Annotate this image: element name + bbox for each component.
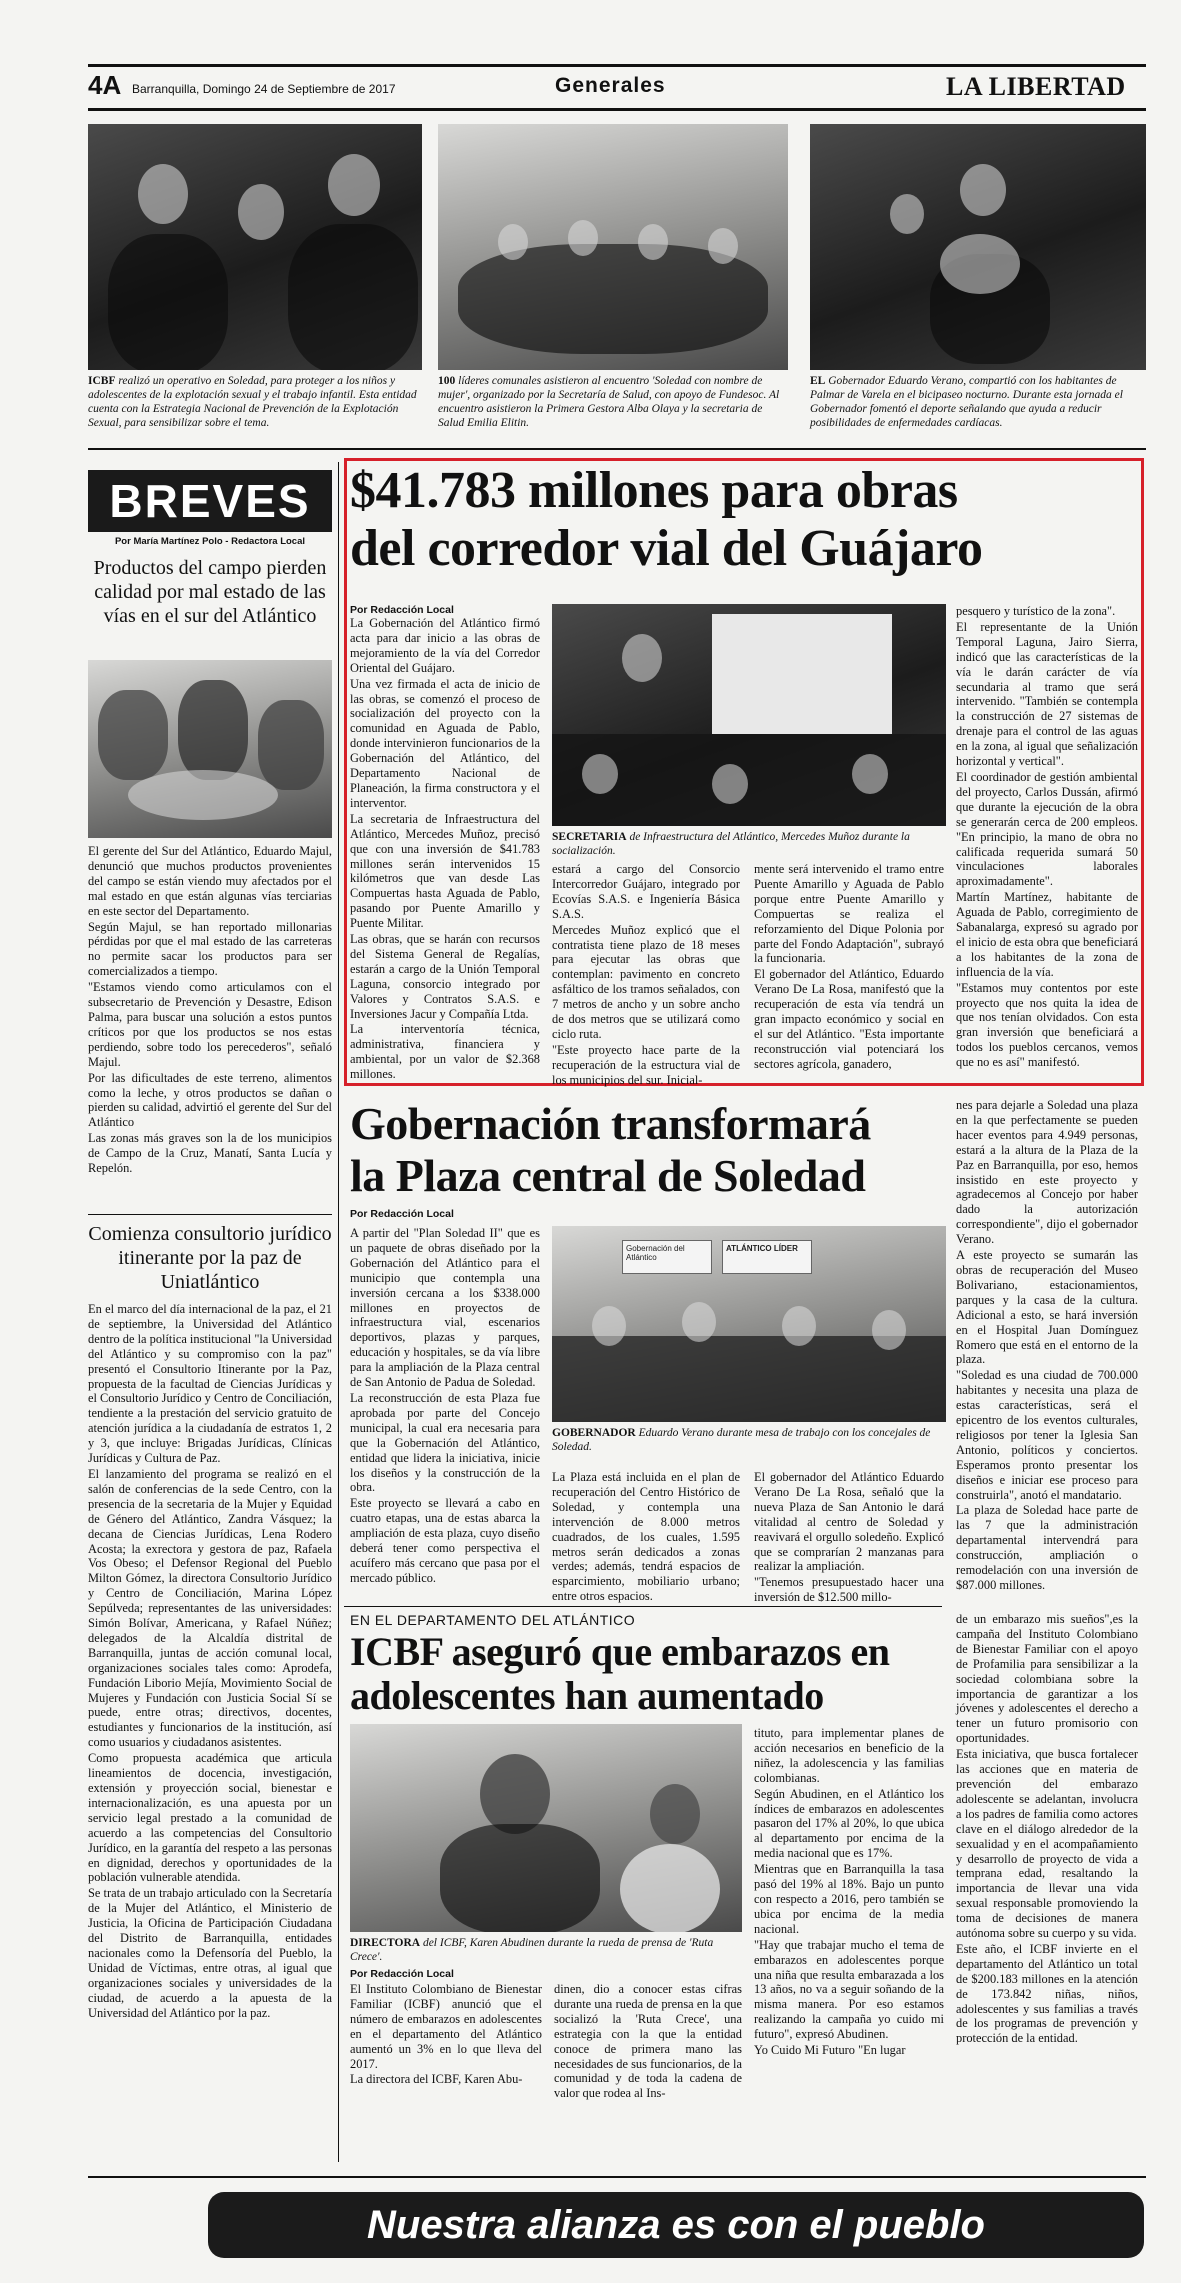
photo-sign-gobernacion: Gobernación del Atlántico: [622, 1240, 712, 1274]
article3-headline: ICBF aseguró que embarazos en adolescentes han aumentado: [350, 1629, 890, 1718]
photo-soledad-mujer: [438, 124, 788, 370]
photo-sign-atlantico-lider: ATLÁNTICO LÍDER: [722, 1240, 812, 1274]
photo-bicipaseo: [810, 124, 1146, 370]
breves-title: BREVES: [88, 470, 332, 532]
article2-col2: La Plaza está incluida en el plan de recuperación del Centro Histórico de Soledad, y contempla una intervención de 8.000 metros cuadrados, de los cuales, 1.595 metros serán dedicados a zonas verdes; además, tendrá espacios de esparcimiento, mobiliario urbano; entre otros espacios.: [552, 1470, 740, 1604]
article2-col1: A partir del "Plan Soledad II" que es un paquete de obras diseñado por la Gobernación del Atlántico para el municipio que contempla una inversión cercana a los $338.000 millones en proyectos de infraestructura vial, escenarios deportivos, plazas y parques, educación y hospitales, se da vía libre para la ampliación de la Plaza central de San Antonio de Padua de Soledad. La reconstrucción de esta Plaza fue aprobada por parte del Concejo municipal, la cual era necesaria para que la Gobernación del Atlántico, entidad que lidera la iniciativa, inicie los diseños y la construcción de la obra. Este proyecto se llevará a cabo en cuatro etapas, una de estas abarca la ampliación de esta plaza, cuyo diseño deberá tener como perspectiva el acuífero más cercano que pasa por el mercado público.: [350, 1226, 540, 1585]
banner-top-rule: [88, 2176, 1146, 2178]
breves-item2-headline: Comienza consultorio jurídico itinerante por la paz de Uniatlántico: [88, 1223, 332, 1293]
photo-caption-1: ICBF realizó un operativo en Soledad, para proteger a los niños y adolescentes de la explotación sexual y el trabajo infantil. Esta entidad cuenta con la Estrategia Nacional de Prevención de la Explotación Sexual, para sensibilizar sobre el tema.: [88, 375, 417, 429]
article2-photo-caption: GOBERNADOR Eduardo Verano durante mesa de trabajo con los concejales de Soledad.: [552, 1427, 931, 1453]
breves-item1-headline: Productos del campo pierden calidad por mal estado de las vías en el sur del Atlántico: [93, 557, 327, 627]
article3-col4: de un embarazo mis sueños",es la campaña del Instituto Colombiano de Bienestar Familiar con el apoyo de Profamilia para sensibilizar a la sociedad colombiana sobre la importancia de garantizar a los jóvenes y adolescentes el derecho a tener un futuro promisorio con oportunidades. Esta iniciativa, que busca fortalecer las acciones que en materia de prevención del embarazo adolescente se adelantan, involucra a los padres de familia como actores clave en el diálogo alrededor de la sexualidad y en el acompañamiento y desarrollo de proyecto de vida a temprana edad, resaltando la importancia de llevar una vida sexual responsable promoviendo la toma de decisiones de manera autónoma sobre su cuerpo y su vida. Este año, el ICBF invierte en el departamento del Atlántico un total de $200.183 millones en la atención de 173.842 niñas, niños, adolescentes y sus familias a través de los programas de prevención y protección de la entidad.: [956, 1612, 1138, 2046]
article1-byline: Por Redacción Local: [350, 604, 454, 616]
section-title: Generales: [555, 74, 666, 97]
photo-caption-3: EL Gobernador Eduardo Verano, compartió con los habitantes de Palmar de Varela en el bicipaseo nocturno. Durante esta jornada el Gobernador fomentó el deporte señalando que ayuda a reducir posibilidades de enfermedades cardíacas.: [810, 375, 1123, 429]
article1-col4: pesquero y turístico de la zona". El representante de la Unión Temporal Laguna, Jairo Sierra, indicó que las características de la vía le darán carácter de vía secundaria al tramo que será intervenido. "También se contempla la construcción de 27 sistemas de drenaje para el control de las aguas en la zona, al igual que señalización horizontal y vertical". El coordinador de gestión ambiental del proyecto, Carlos Dussán, afirmó que durante la ejecución de la obra se generarán cerca de 200 empleos. "En principio, la mano de obra no calificada requerida sumará 50 vinculaciones laborales aproximadamente". Martín Martínez, habitante de Aguada de Pablo, corregimiento de Sabanalarga, expresó su agrado por el inicio de esta obra que beneficiará a los habitantes de la zona de influencia de la vía. "Estamos muy contentos por este proyecto que nos quita la idea de que nos tenían olvidados. Con esta gran inversión que beneficiará a todos los pueblos cercanos, vemos que no es así" manifestó.: [956, 604, 1138, 1070]
photo-caption-2: 100 líderes comunales asistieron al encuentro 'Soledad con nombre de mujer', organizado por la Secretaría de Salud, con apoyo de Fundesoc. Al encuentro asistieron la Primera Gestora Alba Olaya y la secretaria de Salud Emilia Elitin.: [438, 375, 780, 429]
photo-rueda-prensa: [350, 1724, 742, 1932]
article2-byline: Por Redacción Local: [350, 1208, 454, 1220]
article1-col1: La Gobernación del Atlántico firmó acta para dar inicio a las obras de mejoramiento de la vía del Corredor Oriental del Guájaro. Una vez firmada el acta de inicio de las obras, se comenzó el proceso de socialización del proyecto con la comunidad en Aguada de Pablo, donde intervinieron funcionarios de la Gobernación del Atlántico, del Departamento Nacional de Planeación, la firma constructora y el interventor. La secretaria de Infraestructura del Atlántico, Mercedes Muñoz, precisó que con una inversión de $41.783 millones serán intervenidos 15 kilómetros que van desde Las Compuertas hasta Aguada de Pablo, pasando por Puente Amarillo y Puente Militar. Las obras, que se harán con recursos del Sistema General de Regalías, estarán a cargo de la Unión Temporal Laguna, consorcio integrado por Valores y Contratos S.A.S. e Inversiones Jacur y Compañía Ltda. La interventoría técnica, administrativa, financiera y ambiental, por un valor de $2.368 millones.: [350, 616, 540, 1082]
breves-item2-body: En el marco del día internacional de la paz, el 21 de septiembre, la Universidad del Atlántico dentro de la política institucional "la Universidad del Atlántico y su compromiso con la paz" presentó el Consultorio Itinerante por la Paz, propuesta de la facultad de Ciencias Jurídicas y el Consultorio Jurídico y Centro de Conciliación, tendiente a la prestación del servicio gratuito de atención jurídica a la ciudadanía de estratos 1, 2 y 3, que incluye: Brigadas Jurídicas, Clínicas Jurídicas y Cultura de Paz. El lanzamiento del programa se realizó en el salón de conferencias de la sede Centro, con la presencia de la secretaria de la Mujer y Equidad de Género del Atlántico, Zandra Vásquez; la decana de Ciencias Jurídicas, Lena Rodero Acosta; la exrectora y gestora de paz, Rafaela Vos Obeso; el Defensor Regional del Pueblo Milton Gómez, la directora Consultorio Jurídico y Centro de Conciliación, Marina López Sepúlveda; representantes de las universidades: Simón Bolívar, Americana, y Rafael Núñez; delegados de la Alcaldía distrital de Barranquilla, juntas de acción comunal local, organizaciones sociales tales como: Aprodefa, Fundación Liborio Mejía, Movimiento Social de Mujeres y Fundación con Justicia Social Sí se puede, entre otras; directivos, docentes, estudiantes y funcionarios de la institución, así como usuarios y ciudadanos asistentes. Como propuesta académica que articula lineamientos de docencia, investigación, extensión y proyección social, bienestar e internacionalización, es una apuesta por un servicio legal prestado a la comunidad de acuerdo a las competencias del Consultorio Jurídico, en la garantía del respeto a las personas en dignidad, derechos y oportunidades de la población vulnerable atendida. Se trata de un trabajo articulado con la Secretaría de la Mujer del Atlántico, el Ministerio de Justicia, la Oficina de Participación Ciudadana del Distrito de Barranquilla, entidades nacionales como la Defensoría del Pueblo, la Unidad de Víctimas, entre otras, al igual que organizaciones sociales y universidades de la ciudad, de acuerdo a la apuesta de la Universidad del Atlántico por la paz.: [88, 1302, 332, 2020]
photo-milk-cans: [88, 660, 332, 838]
article3-kicker: EN EL DEPARTAMENTO DEL ATLÁNTICO: [350, 1612, 636, 1628]
breves-item1-body: El gerente del Sur del Atlántico, Eduardo Majul, denunció que muchos productos provenientes del campo se están viendo muy afectados por el mal estado en que están algunas vías terciarias en este sector del Departamento. Según Majul, se han reportado millonarias pérdidas por que el mal estado de las carreteras no permite sacar los productos para ser comercializados a tiempo. "Estamos viendo como articulamos con el subsecretario de Prevención y Desastre, Edison Palma, para buscar una solución a estos puntos críticos por que los productos se nos estas perdiendo, sobre todo los perecederos", señaló Majul. Por las dificultades de este terreno, alimentos como la leche, y otros productos se dañan o pierden su calidad, advirtió el gerente del Sur del Atlántico Las zonas más graves son la de los municipios de Campo de la Cruz, Manatí, Santa Lucía y Repelón.: [88, 844, 332, 1176]
article3-photo-caption: DIRECTORA del ICBF, Karen Abudinen durante la rueda de prensa de 'Ruta Crece'.: [350, 1937, 714, 1963]
article3-byline: Por Redacción Local: [350, 1968, 454, 1980]
photos-bottom-rule: [88, 448, 1146, 450]
article1-photo-caption: SECRETARIA de Infraestructura del Atlántico, Mercedes Muñoz durante la socialización.: [552, 831, 910, 857]
photo-icbf-operativo: [88, 124, 422, 370]
photo-socializacion: [552, 604, 946, 826]
breves-byline: Por María Martínez Polo - Redactora Local: [114, 536, 306, 547]
article3-col1: El Instituto Colombiano de Bienestar Familiar (ICBF) anunció que el número de embarazos en adolescentes en el departamento del Atlántico aumentó un 3% en lo que lleva del 2017. La directora del ICBF, Karen Abu-: [350, 1982, 542, 2087]
article3-col2: dinen, dio a conocer estas cifras durante una rueda de prensa en la que socializó la 'Ruta Crece', una estrategia con la que la entidad conoce de primera mano las necesidades de sus funcionarios, de la comunidad y de toda la cadena de valor que rodea al Ins-: [554, 1982, 742, 2101]
column-divider: [338, 462, 339, 2162]
article2-col3: El gobernador del Atlántico Eduardo Verano De La Rosa, señaló que la nueva Plaza de San Antonio le dará vitalidad al centro de Soledad y reavivará el orgullo soledeño. Explicó que se comprarían 2 manzanas para realizar la ampliación. "Tenemos presupuestado hacer una inversión de $12.500 millo-: [754, 1470, 944, 1605]
article1-col3: mente será intervenido el tramo entre Puente Amarillo y Aguada de Pablo porque entre Puente Amarillo y Compuertas se realiza el reforzamiento del Dique Polonia por parte del Fondo Adaptación", subrayó la funcionaria. El gobernador del Atlántico, Eduardo Verano De La Rosa, manifestó que la recuperación de esta vía tendrá un gran impacto económico y social en el sur del Atlántico. "Esta importante reconstrucción vial potenciará los sectores agrícola, ganadero,: [754, 862, 944, 1071]
article2-col4: nes para dejarle a Soledad una plaza en la que perfectamente se pueden hacer eventos para 4.949 personas, estará a la altura de la Plaza de la Paz en Barranquilla, por eso, hemos insistido en este proyecto y agradecemos al Concejo por haber dado la autorización correspondiente", dijo el gobernador Verano. A este proyecto se sumarán las obras de recuperación del Museo Bolivariano, estacionamientos, parques y la casa de la cultura. Adicional a esto, se hará inversión en el Hospital Juan Domínguez Romero que está en el entorno de la plaza. "Soledad es una ciudad de 700.000 habitantes y necesita una plaza de estas características, será el epicentro de los eventos culturales, religiosos por tener la Iglesia San Antonio, políticos y conciertos. Esperamos pronto presentar los diseños e iniciar ese proceso para construirla", anotó el mandatario. La plaza de Soledad hace parte de las 7 que la administración departamental intervendrá para construcción, ampliación o remodelación con una inversión de $87.000 millones.: [956, 1098, 1138, 1592]
article1-headline: $41.783 millones para obras del corredor vial del Guájaro: [350, 462, 983, 577]
article3-top-rule: [344, 1606, 942, 1607]
date-line: Barranquilla, Domingo 24 de Septiembre de 2017: [132, 82, 396, 96]
page-number: 4A: [88, 70, 122, 100]
breves-divider: [88, 1214, 332, 1215]
slogan-text: Nuestra alianza es con el pueblo: [367, 2203, 985, 2247]
header-top-rule: [88, 64, 1146, 67]
article3-col3: tituto, para implementar planes de acción necesarios en beneficio de la niñez, la adolescencia y las familias colombianas. Según Abudinen, en el Atlántico los índices de embarazos en adolescentes pasaron del 17% al 20%, lo que ubica al departamento por encima de la media nacional que es 17%. Mientras que en Barranquilla la tasa pasó del 19% al 18%. Bajo un punto con respecto a 2016, pero también se ubica por encima de la media nacional. "Hay que trabajar mucho el tema de embarazos en adolescentes porque una niña que resulta embarazada a los 13 años, no va a seguir soñando de la misma manera. Por eso estamos realizando la campaña yo cuido mi futuro", expresó Abudinen. Yo Cuido Mi Futuro "En lugar: [754, 1726, 944, 2058]
photo-mesa-trabajo: [552, 1226, 946, 1422]
article2-headline: Gobernación transformará la Plaza central de Soledad: [350, 1098, 871, 1201]
header-bottom-rule: [88, 108, 1146, 111]
newspaper-brand: LA LIBERTAD: [946, 72, 1126, 101]
article1-col2: estará a cargo del Consorcio Intercorredor Guájaro, integrado por Ecovías S.A.S. e Ingeniería Básica S.A.S. Mercedes Muñoz explicó que el contratista tiene plazo de 18 meses para ejecutar las obras que contemplan: pavimento en concreto asfáltico de los tramos señalados, con 7 metros de ancho y un sobre ancho de dos metros que se utilizará como ciclo ruta. "Este proyecto hace parte de la recuperación de la estructura vial de los municipios del sur. Inicial-: [552, 862, 740, 1087]
